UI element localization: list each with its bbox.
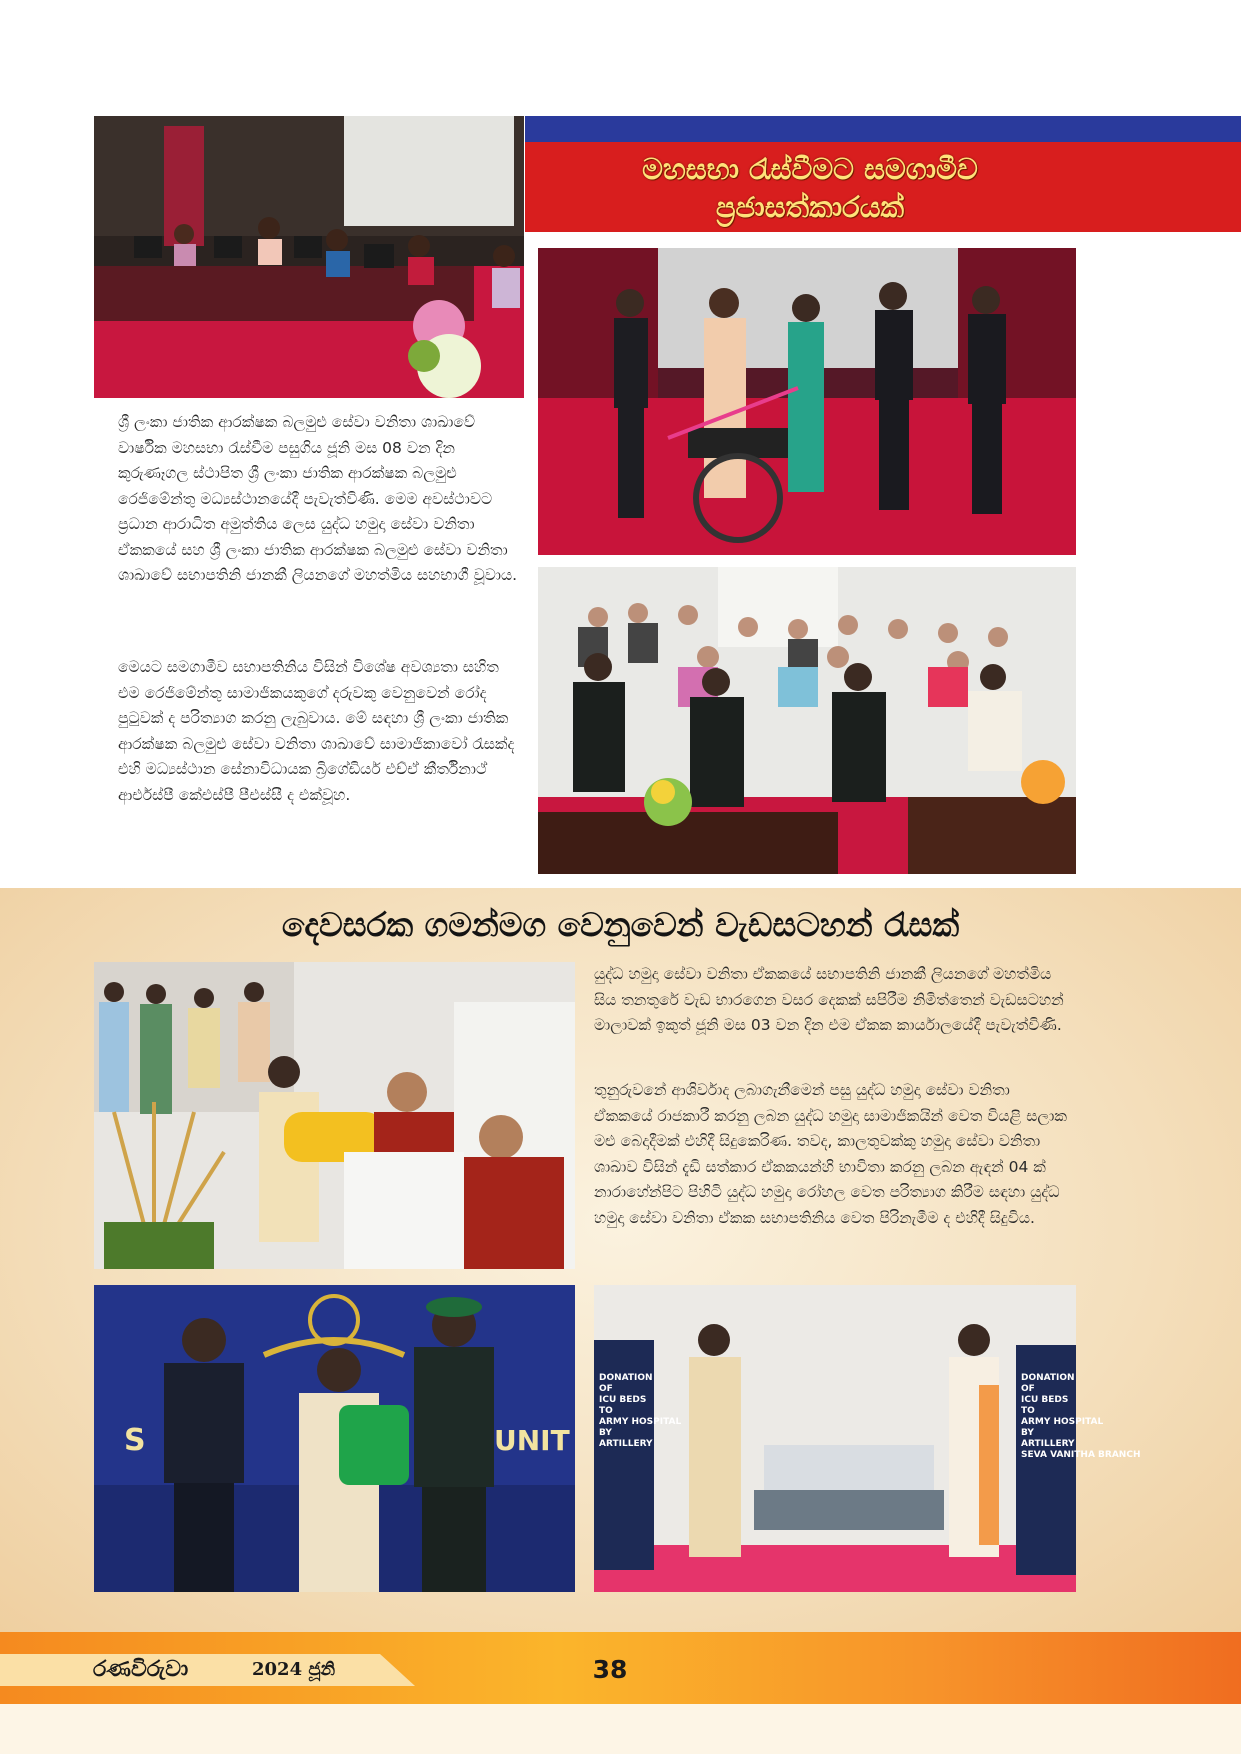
title-banner-stripe: [525, 116, 1241, 142]
lower-article-title: දෙවසරක ගමන්මග වෙනුවෙන් වැඩසටහන් රැසක්: [281, 905, 960, 944]
page-number: 38: [592, 1655, 628, 1684]
poster-left-line-7: ARTILLERY: [599, 1439, 653, 1449]
poster-right-line-4: TO: [1021, 1406, 1035, 1416]
poster-right-line-1: DONATION: [1021, 1373, 1075, 1383]
magazine-name: රණවිරුවා: [93, 1657, 189, 1682]
issue-date: 2024 ජූනි: [252, 1659, 336, 1680]
banner-unit-text: UNIT: [494, 1424, 570, 1457]
poster-left-line-4: TO: [599, 1406, 613, 1416]
poster-left-line-5: ARMY HOSPITAL: [599, 1417, 682, 1427]
svg-text:S: S: [124, 1423, 146, 1458]
poster-right-line-8: SEVA VANITHA BRANCH: [1021, 1450, 1141, 1460]
article-title: මහසභා රැස්වීමට සමගාමීව ප්‍රජාසත්කාරයක්: [642, 152, 978, 224]
poster-right-line-6: BY: [1021, 1428, 1034, 1438]
photo-icu-beds-donation: [594, 1285, 1141, 1592]
poster-right-line-2: OF: [1021, 1384, 1035, 1394]
poster-right-line-3: ICU BEDS: [1021, 1395, 1069, 1405]
poster-left-line-1: DONATION: [599, 1373, 653, 1383]
photo-audience-officers: [538, 567, 1076, 874]
footer-bottom-strip: [0, 1704, 1241, 1754]
article2-paragraph-1: යුද්ධ හමුදා සේවා වනිතා ඒකකයේ සභාපතිනි ජානකී ලියනගේ මහත්මිය සිය තනතුරේ වැඩ භාරගෙන වසර දෙකක් සපිරීම නිමිත්තෙන් වැඩසටහන් මාලාවක් ඉකුත් ජූනි මස 03 වන දින එම ඒකක කාර්යාලයේදී පැවැත්විණි.: [594, 965, 1064, 1034]
poster-left-line-2: OF: [599, 1384, 613, 1394]
poster-left-line-3: ICU BEDS: [599, 1395, 647, 1405]
article1-paragraph-1: ශ්‍රී ලංකා ජාතික ආරක්ෂක බලමුළු සේවා වනිතා ශාඛාවේ වාර්ෂික මහසභා රැස්වීම පසුගිය ජූනි මස 08 වන දින කුරුණෑගල ස්ථාපිත ශ්‍රී ලංකා ජාතික ආරක්ෂක බලමුළු රෙජිමේන්තු මධ්‍යස්ථානයේදී පැවැත්විණි. මෙම අවස්ථාවට ප්‍රධාන ආරාධිත අමුත්තිය ලෙස යුද්ධ හමුදා සේවා වනිතා ඒකකයේ සහ ශ්‍රී ලංකා ජාතික ආරක්ෂක බලමුළු සේවා වනිතා ශාඛාවේ සභාපතිනි ජානකී ලියනගේ මහත්මිය සහභාගී වූවාය.: [118, 413, 518, 584]
photo-dry-ration-handover: [94, 1285, 575, 1592]
poster-right-line-5: ARMY HOSPITAL: [1021, 1417, 1104, 1427]
photo-offering-to-monks: [94, 962, 575, 1269]
photo-agm-head-table: [94, 116, 524, 398]
footer-tab: [0, 1654, 415, 1686]
poster-left-line-6: BY: [599, 1428, 612, 1438]
article1-paragraph-2: මෙයට සමගාමීව සභාපතිනිය විසින් විශේෂ අවශ්‍යතා සහිත එම රෙජිමේන්තු සාමාජිකයකුගේ දරුවකු වෙනුවෙන් රෝද පුටුවක් ද පරිත්‍යාග කරනු ලැබුවාය. මේ සඳහා ශ්‍රී ලංකා ජාතික ආරක්ෂක බලමුළු සේවා වනිතා ශාඛාවේ සාමාජිකාවෝ රැසක්ද එහි මධ්‍යස්ථාන සේනාවිධායක බ්‍රිගේඩියර් එච්ඒ කීර්තිනාථ් ආර්එස්පී කේඑස්පී පීඑස්සී ද එක්වූහ.: [118, 658, 515, 804]
photo-wheelchair-donation: [538, 248, 1076, 555]
article2-paragraph-2: තුනුරුවනේ ආශිර්වාද ලබාගැනීමෙන් පසු යුද්ධ හමුදා සේවා වනිතා ඒකකයේ රාජකාරී කරනු ලබන යුද්ධ හමුදා සාමාජිකයින් වෙත වියළි සලාක මළු බෙදාදීමක් එහිදී සිදුකෙරිණ. තවද, කාලතුවක්කු හමුදා සේවා වනිතා ශාඛාව විසින් දැඩි සත්කාර ඒකකයන්හි භාවිතා කරනු ලබන ඇඳන් 04 ක් නාරාහේන්පිට පිහිටි යුද්ධ හමුදා රෝහල වෙත පරිත්‍යාග කිරීම සඳහා යුද්ධ හමුදා සේවා වනිතා ඒකක සභාපතිනිය වෙත පිරිනැමීම ද එහිදී සිදුවිය.: [594, 1081, 1067, 1227]
poster-right-line-7: ARTILLERY: [1021, 1439, 1075, 1449]
